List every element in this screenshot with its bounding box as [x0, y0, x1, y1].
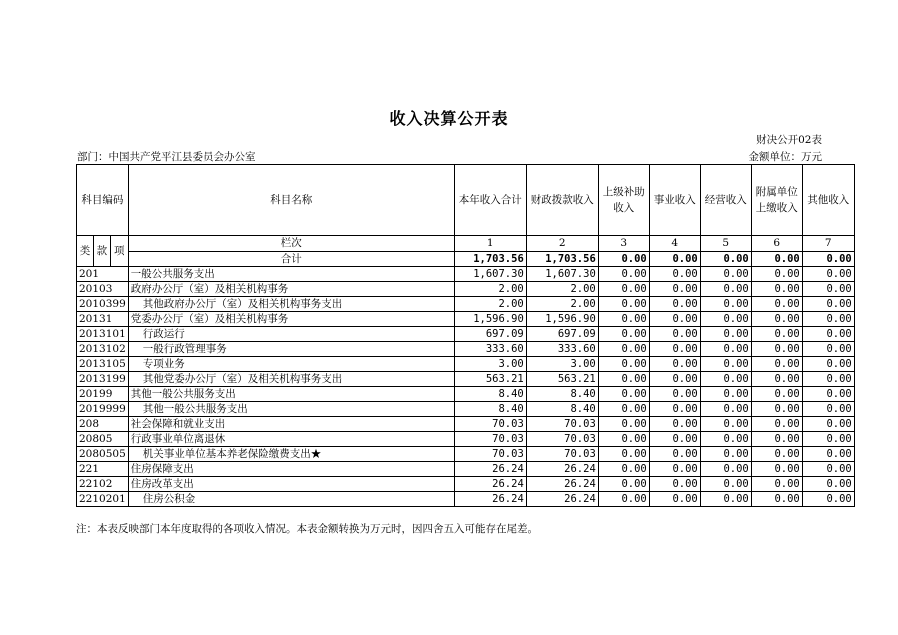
- header-xiang: 项: [110, 236, 128, 267]
- header-col6: 附属单位上缴收入: [751, 165, 802, 236]
- row-name: 其他政府办公厅（室）及相关机构事务支出: [128, 297, 454, 312]
- row-value: 0.00: [649, 447, 700, 462]
- row-value: 563.21: [454, 372, 526, 387]
- header-col1: 本年收入合计: [454, 165, 526, 236]
- row-value: 0.00: [598, 297, 649, 312]
- row-name: 政府办公厅（室）及相关机构事务: [128, 282, 454, 297]
- row-value: 0.00: [751, 342, 802, 357]
- row-value: 0.00: [700, 297, 751, 312]
- col-number: 5: [700, 236, 751, 252]
- row-code: 20103: [77, 282, 129, 297]
- table-row: [77, 372, 855, 387]
- row-name: 一般行政管理事务: [128, 342, 454, 357]
- row-value: 0.00: [751, 357, 802, 372]
- row-value: 0.00: [751, 447, 802, 462]
- row-value: 0.00: [802, 327, 854, 342]
- row-value: 563.21: [526, 372, 598, 387]
- header-lanci: 栏次: [128, 236, 454, 252]
- row-value: 8.40: [526, 387, 598, 402]
- row-value: 0.00: [598, 477, 649, 492]
- row-value: 0.00: [649, 327, 700, 342]
- header-col7: 其他收入: [802, 165, 854, 236]
- row-value: 26.24: [454, 477, 526, 492]
- row-value: 0.00: [700, 342, 751, 357]
- row-value: 0.00: [802, 492, 854, 507]
- total-value: 0.00: [802, 251, 854, 267]
- col-number: 4: [649, 236, 700, 252]
- row-value: 1,596.90: [454, 312, 526, 327]
- header-name: 科目名称: [128, 165, 454, 236]
- row-value: 26.24: [526, 462, 598, 477]
- total-row: [77, 251, 855, 267]
- row-value: 8.40: [526, 402, 598, 417]
- total-value: 0.00: [649, 251, 700, 267]
- row-code: 20131: [77, 312, 129, 327]
- row-code: 2013105: [77, 357, 129, 372]
- row-value: 0.00: [802, 432, 854, 447]
- row-value: 333.60: [454, 342, 526, 357]
- table-row: [77, 357, 855, 372]
- row-value: 0.00: [700, 447, 751, 462]
- row-value: 26.24: [454, 492, 526, 507]
- row-name: 住房公积金: [128, 492, 454, 507]
- row-value: 0.00: [802, 357, 854, 372]
- table-row: [77, 492, 855, 507]
- row-name: 其他一般公共服务支出: [128, 387, 454, 402]
- row-value: 1,596.90: [526, 312, 598, 327]
- row-code: 2013102: [77, 342, 129, 357]
- row-name: 其他党委办公厅（室）及相关机构事务支出: [128, 372, 454, 387]
- row-value: 0.00: [649, 477, 700, 492]
- row-value: 0.00: [751, 402, 802, 417]
- row-value: 0.00: [802, 387, 854, 402]
- table-row: [77, 447, 855, 462]
- row-value: 0.00: [598, 462, 649, 477]
- row-value: 0.00: [802, 417, 854, 432]
- col-number: 1: [454, 236, 526, 252]
- row-value: 0.00: [700, 372, 751, 387]
- table-row: [77, 477, 855, 492]
- row-value: 0.00: [700, 432, 751, 447]
- row-value: 0.00: [802, 267, 854, 282]
- header-code: 科目编码: [77, 165, 129, 236]
- row-code: 2010399: [77, 297, 129, 312]
- row-value: 26.24: [526, 477, 598, 492]
- row-code: 201: [77, 267, 129, 282]
- total-value: 0.00: [751, 251, 802, 267]
- row-value: 0.00: [598, 357, 649, 372]
- table-row: [77, 402, 855, 417]
- total-label: 合计: [128, 251, 454, 267]
- row-value: 0.00: [751, 282, 802, 297]
- row-value: 0.00: [700, 417, 751, 432]
- table-row: [77, 327, 855, 342]
- row-value: 0.00: [598, 372, 649, 387]
- row-value: 0.00: [802, 462, 854, 477]
- row-value: 0.00: [598, 402, 649, 417]
- row-value: 0.00: [751, 312, 802, 327]
- row-value: 0.00: [598, 387, 649, 402]
- row-value: 697.09: [526, 327, 598, 342]
- row-value: 0.00: [700, 357, 751, 372]
- row-value: 0.00: [598, 312, 649, 327]
- footnote: 注：本表反映部门本年度取得的各项收入情况。本表金额转换为万元时，因四舍五入可能存在尾差。: [76, 523, 538, 535]
- row-value: 0.00: [751, 372, 802, 387]
- header-col5: 经营收入: [700, 165, 751, 236]
- row-value: 0.00: [598, 432, 649, 447]
- row-value: 70.03: [526, 447, 598, 462]
- header-col2: 财政拨款收入: [526, 165, 598, 236]
- row-value: 70.03: [526, 432, 598, 447]
- col-number: 7: [802, 236, 854, 252]
- row-value: 0.00: [649, 372, 700, 387]
- row-code: 2080505: [77, 447, 129, 462]
- row-code: 22102: [77, 477, 129, 492]
- row-value: 0.00: [649, 402, 700, 417]
- row-value: 0.00: [802, 312, 854, 327]
- row-name: 行政事业单位离退休: [128, 432, 454, 447]
- row-value: 0.00: [802, 297, 854, 312]
- table-row: [77, 462, 855, 477]
- row-code: 20199: [77, 387, 129, 402]
- row-value: 8.40: [454, 387, 526, 402]
- row-value: 0.00: [649, 432, 700, 447]
- header-col3: 上级补助收入: [598, 165, 649, 236]
- row-value: 3.00: [454, 357, 526, 372]
- row-name: 专项业务: [128, 357, 454, 372]
- row-value: 70.03: [526, 417, 598, 432]
- row-value: 2.00: [454, 282, 526, 297]
- row-value: 2.00: [526, 282, 598, 297]
- header-col4: 事业收入: [649, 165, 700, 236]
- income-table: [76, 164, 855, 507]
- row-name: 党委办公厅（室）及相关机构事务: [128, 312, 454, 327]
- row-value: 0.00: [649, 282, 700, 297]
- row-name: 住房改革支出: [128, 477, 454, 492]
- table-row: [77, 417, 855, 432]
- row-code: 2019999: [77, 402, 129, 417]
- table-row: [77, 282, 855, 297]
- col-number: 3: [598, 236, 649, 252]
- row-value: 0.00: [649, 342, 700, 357]
- row-value: 0.00: [802, 477, 854, 492]
- col-number: 6: [751, 236, 802, 252]
- row-value: 0.00: [649, 357, 700, 372]
- form-number: 财决公开02表: [756, 134, 822, 146]
- row-value: 0.00: [598, 447, 649, 462]
- row-code: 221: [77, 462, 129, 477]
- row-value: 0.00: [751, 492, 802, 507]
- row-value: 70.03: [454, 417, 526, 432]
- row-value: 0.00: [700, 327, 751, 342]
- row-value: 1,607.30: [454, 267, 526, 282]
- row-value: 0.00: [598, 267, 649, 282]
- row-value: 26.24: [526, 492, 598, 507]
- row-name: 其他一般公共服务支出: [128, 402, 454, 417]
- row-value: 0.00: [649, 387, 700, 402]
- row-value: 0.00: [598, 492, 649, 507]
- row-value: 0.00: [649, 267, 700, 282]
- table-row: [77, 267, 855, 282]
- row-value: 3.00: [526, 357, 598, 372]
- table-row: [77, 312, 855, 327]
- row-value: 0.00: [649, 312, 700, 327]
- row-name: 一般公共服务支出: [128, 267, 454, 282]
- row-value: 0.00: [598, 342, 649, 357]
- row-value: 0.00: [649, 462, 700, 477]
- total-value: 1,703.56: [526, 251, 598, 267]
- row-value: 70.03: [454, 432, 526, 447]
- row-value: 0.00: [751, 387, 802, 402]
- table-row: [77, 297, 855, 312]
- row-value: 0.00: [802, 282, 854, 297]
- row-value: 0.00: [649, 492, 700, 507]
- row-value: 0.00: [802, 402, 854, 417]
- page-title: 收入决算公开表: [389, 109, 509, 128]
- header-kuan: 款: [93, 236, 110, 267]
- row-value: 8.40: [454, 402, 526, 417]
- row-value: 0.00: [700, 492, 751, 507]
- unit-label: 金额单位：万元: [748, 151, 822, 163]
- row-value: 0.00: [700, 477, 751, 492]
- row-value: 0.00: [598, 417, 649, 432]
- row-value: 0.00: [700, 462, 751, 477]
- row-value: 0.00: [751, 477, 802, 492]
- row-code: 20805: [77, 432, 129, 447]
- row-value: 0.00: [751, 297, 802, 312]
- row-name: 住房保障支出: [128, 462, 454, 477]
- row-value: 0.00: [649, 417, 700, 432]
- row-value: 0.00: [598, 327, 649, 342]
- department-label: 部门：中国共产党平江县委员会办公室: [77, 151, 256, 163]
- row-value: 0.00: [751, 417, 802, 432]
- row-value: 0.00: [802, 447, 854, 462]
- table-row: [77, 342, 855, 357]
- total-value: 0.00: [598, 251, 649, 267]
- col-number: 2: [526, 236, 598, 252]
- row-value: 0.00: [700, 387, 751, 402]
- row-value: 0.00: [751, 327, 802, 342]
- total-value: 1,703.56: [454, 251, 526, 267]
- row-value: 0.00: [751, 267, 802, 282]
- row-value: 0.00: [700, 267, 751, 282]
- row-name: 社会保障和就业支出: [128, 417, 454, 432]
- row-value: 0.00: [700, 312, 751, 327]
- row-value: 0.00: [751, 462, 802, 477]
- row-value: 333.60: [526, 342, 598, 357]
- row-value: 0.00: [802, 372, 854, 387]
- row-value: 70.03: [454, 447, 526, 462]
- table-row: [77, 432, 855, 447]
- row-code: 208: [77, 417, 129, 432]
- row-value: 2.00: [454, 297, 526, 312]
- row-value: 697.09: [454, 327, 526, 342]
- row-value: 26.24: [454, 462, 526, 477]
- row-value: 0.00: [700, 282, 751, 297]
- row-code: 2210201: [77, 492, 129, 507]
- row-value: 0.00: [598, 282, 649, 297]
- table-row: [77, 387, 855, 402]
- row-value: 1,607.30: [526, 267, 598, 282]
- row-value: 2.00: [526, 297, 598, 312]
- total-value: 0.00: [700, 251, 751, 267]
- row-code: 2013199: [77, 372, 129, 387]
- row-value: 0.00: [802, 342, 854, 357]
- header-lei: 类: [77, 236, 94, 267]
- row-name: 机关事业单位基本养老保险缴费支出★: [128, 447, 454, 462]
- row-value: 0.00: [649, 297, 700, 312]
- row-code: 2013101: [77, 327, 129, 342]
- row-value: 0.00: [751, 432, 802, 447]
- row-name: 行政运行: [128, 327, 454, 342]
- row-value: 0.00: [700, 402, 751, 417]
